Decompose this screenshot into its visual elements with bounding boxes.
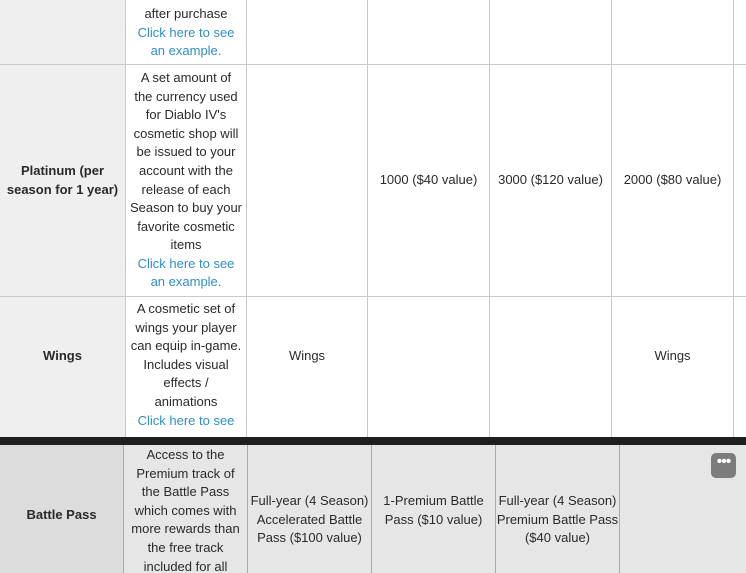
more-options-button[interactable]: ••• — [711, 453, 736, 478]
value-cell — [368, 297, 490, 457]
description-line: after purchase — [144, 6, 228, 21]
value-cell: Wings — [247, 297, 368, 457]
value-cell: Full-year (4 Season) Premium Battle Pass ($40 value) — [496, 445, 620, 573]
row-header-cell — [0, 0, 126, 65]
value-cell: 1000 ($40 value) — [368, 65, 490, 297]
row-description-cell — [126, 0, 247, 65]
row-header-platinum: Platinum (per season for 1 year) — [0, 65, 126, 297]
description-line: the free track — [147, 539, 224, 555]
value-cell: 1-Premium Battle Pass ($10 value) — [372, 445, 496, 573]
example-link[interactable]: Click here to see an example. — [137, 255, 235, 290]
section-divider — [0, 437, 746, 445]
description-line: Premium track of — [136, 465, 235, 481]
row-description-wings — [126, 297, 247, 457]
value-cell-edge — [734, 65, 746, 297]
value-cell — [247, 65, 368, 297]
row-description-battle-pass — [124, 445, 248, 573]
description-line: the currency used — [134, 88, 238, 104]
description-line: wings your player — [135, 319, 237, 335]
value-cell-edge — [734, 297, 746, 457]
value-cell — [247, 0, 368, 65]
value-cell: Full-year (4 Season) Accelerated Battle Pass ($100 value) — [248, 445, 372, 573]
row-header-wings: Wings — [0, 297, 126, 457]
description-line: included for all — [143, 558, 228, 573]
battle-pass-section — [0, 445, 746, 573]
description-line: Access to the — [146, 447, 225, 462]
description-line: items — [170, 237, 202, 253]
description-line: the Battle Pass — [141, 484, 230, 500]
description-line: release of each — [141, 181, 231, 197]
description-line: effects / — [163, 375, 209, 391]
description-line: can equip in-game. — [130, 338, 242, 354]
description-line: Season to buy your — [129, 200, 243, 216]
description-line: A set amount of — [140, 69, 232, 85]
row-description-platinum — [126, 65, 247, 297]
description-line: more rewards than — [131, 521, 240, 537]
value-cell — [490, 297, 612, 457]
example-link[interactable]: Click here to see an example. — [137, 24, 235, 59]
description-line: animations — [154, 393, 218, 409]
example-link[interactable]: Click here to see — [137, 412, 235, 428]
description-line: account with the — [139, 162, 233, 178]
value-cell — [490, 0, 612, 65]
description-line: which comes with — [134, 502, 237, 518]
value-cell: 2000 ($80 value) — [612, 65, 734, 297]
description-line: for Diablo IV's — [145, 107, 227, 123]
description-line: Includes visual — [143, 356, 229, 372]
description-line: be issued to your — [136, 144, 236, 160]
value-cell: Wings — [612, 297, 734, 457]
row-header-battle-pass: Battle Pass — [0, 445, 124, 573]
value-cell — [368, 0, 490, 65]
value-cell: 3000 ($120 value) — [490, 65, 612, 297]
description-line: A cosmetic set of — [136, 301, 236, 316]
value-cell-edge — [734, 0, 746, 65]
description-line: favorite cosmetic — [137, 218, 235, 234]
value-cell — [612, 0, 734, 65]
description-line: cosmetic shop will — [133, 125, 239, 141]
